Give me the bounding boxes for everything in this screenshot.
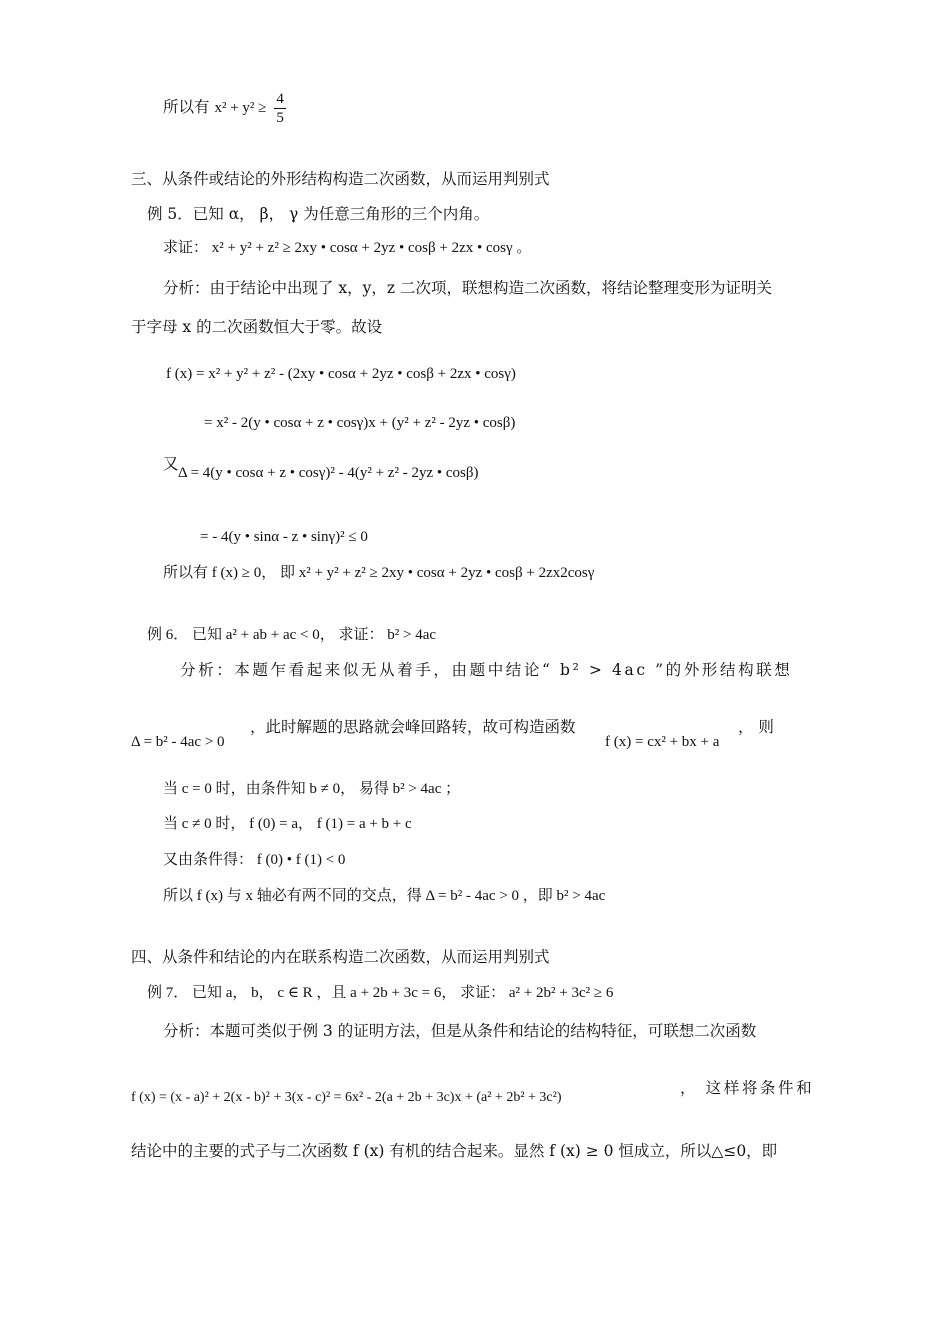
example-6-analysis-line1: 分析：本题乍看起来似无从着手，由题中结论“ b² > 4ac ”的外形结构联想 bbox=[180, 661, 793, 679]
example-6-case-c-zero: 当 c = 0 时，由条件知 b ≠ 0， 易得 b² > 4ac ； bbox=[163, 781, 461, 797]
text-ze: ， 则 bbox=[738, 718, 774, 736]
example-5-proof-goal: 求证： x² + y² + z² ≥ 2xy • cosα + 2yz • cosβ + 2zx • cosγ 。 bbox=[163, 240, 532, 256]
formula-f-expanded: = x² - 2(y • cosα + z • cosγ)x + (y² + z² - 2yz • cosβ) bbox=[204, 415, 516, 431]
example-6-statement: 例 6． 已知 a² + ab + ac < 0， 求证： b² > 4ac bbox=[147, 627, 437, 643]
example-5-statement: 例 5．已知 α， β， γ 为任意三角形的三个内角。 bbox=[147, 205, 490, 223]
example-7-tail: ， 这样将条件和 bbox=[680, 1079, 815, 1097]
math-inequality: x² + y² ≥ bbox=[214, 100, 267, 116]
formula-example-7-function: f (x) = (x - a)² + 2(x - b)² + 3(x - c)² = 6x² - 2(a + 2b + 3c)x + (a² + 2b² + 3c²) bbox=[131, 1090, 562, 1105]
fraction bbox=[274, 90, 286, 127]
formula-delta-simplified: = - 4(y • sinα - z • sinγ)² ≤ 0 bbox=[200, 529, 368, 545]
formula-constructed-function: f (x) = cx² + bx + a bbox=[605, 734, 720, 750]
section-heading-4: 四、从条件和结论的内在联系构造二次函数，从而运用判别式 bbox=[131, 948, 550, 966]
formula-delta: Δ = 4(y • cosα + z • cosγ)² - 4(y² + z² - 2yz • cosβ) bbox=[178, 465, 479, 481]
formula-f-definition: f (x) = x² + y² + z² - (2xy • cosα + 2yz • cosβ + 2zx • cosγ) bbox=[166, 366, 516, 382]
fraction-denominator: 5 bbox=[276, 109, 284, 126]
text-you: 又 bbox=[163, 455, 179, 473]
section-heading-3: 三、从条件或结论的外形结构构造二次函数，从而运用判别式 bbox=[131, 170, 550, 188]
text-prefix: 所以有 bbox=[163, 98, 210, 116]
example-7-statement: 例 7． 已知 a， b， c ∈ R ，且 a + 2b + 3c = 6， 求证： a² + 2b² + 3c² ≥ 6 bbox=[147, 985, 614, 1001]
example-5-conclusion: 所以有 f (x) ≥ 0， 即 x² + y² + z² ≥ 2xy • cosα + 2yz • cosβ + 2zx2cosγ bbox=[163, 565, 595, 581]
example-6-analysis-line2: ，此时解题的思路就会峰回路转，故可构造函数 bbox=[250, 718, 576, 736]
example-6-condition: 又由条件得： f (0) • f (1) < 0 bbox=[163, 852, 346, 868]
example-7-analysis-line2: 结论中的主要的式子与二次函数 f (x) 有机的结合起来。显然 f (x) ≥ 0 恒成立，所以△≤0，即 bbox=[131, 1142, 778, 1160]
fraction-numerator: 4 bbox=[276, 90, 284, 107]
example-6-case-c-nonzero: 当 c ≠ 0 时， f (0) = a， f (1) = a + b + c bbox=[163, 816, 412, 832]
line-conclusion-ex4 bbox=[163, 87, 286, 128]
example-5-analysis-line1: 分析：由于结论中出现了 x，y，z 二次项，联想构造二次函数，将结论整理变形为证明关 bbox=[163, 279, 773, 297]
example-5-analysis-line2: 于字母 x 的二次函数恒大于零。故设 bbox=[131, 318, 383, 336]
example-7-analysis-line1: 分析：本题可类似于例 3 的证明方法，但是从条件和结论的结构特征，可联想二次函数 bbox=[163, 1022, 757, 1040]
example-6-conclusion: 所以 f (x) 与 x 轴必有两不同的交点，得 Δ = b² - 4ac > 0 ，即 b² > 4ac bbox=[163, 888, 606, 904]
formula-delta-ex6: Δ = b² - 4ac > 0 bbox=[131, 734, 225, 750]
